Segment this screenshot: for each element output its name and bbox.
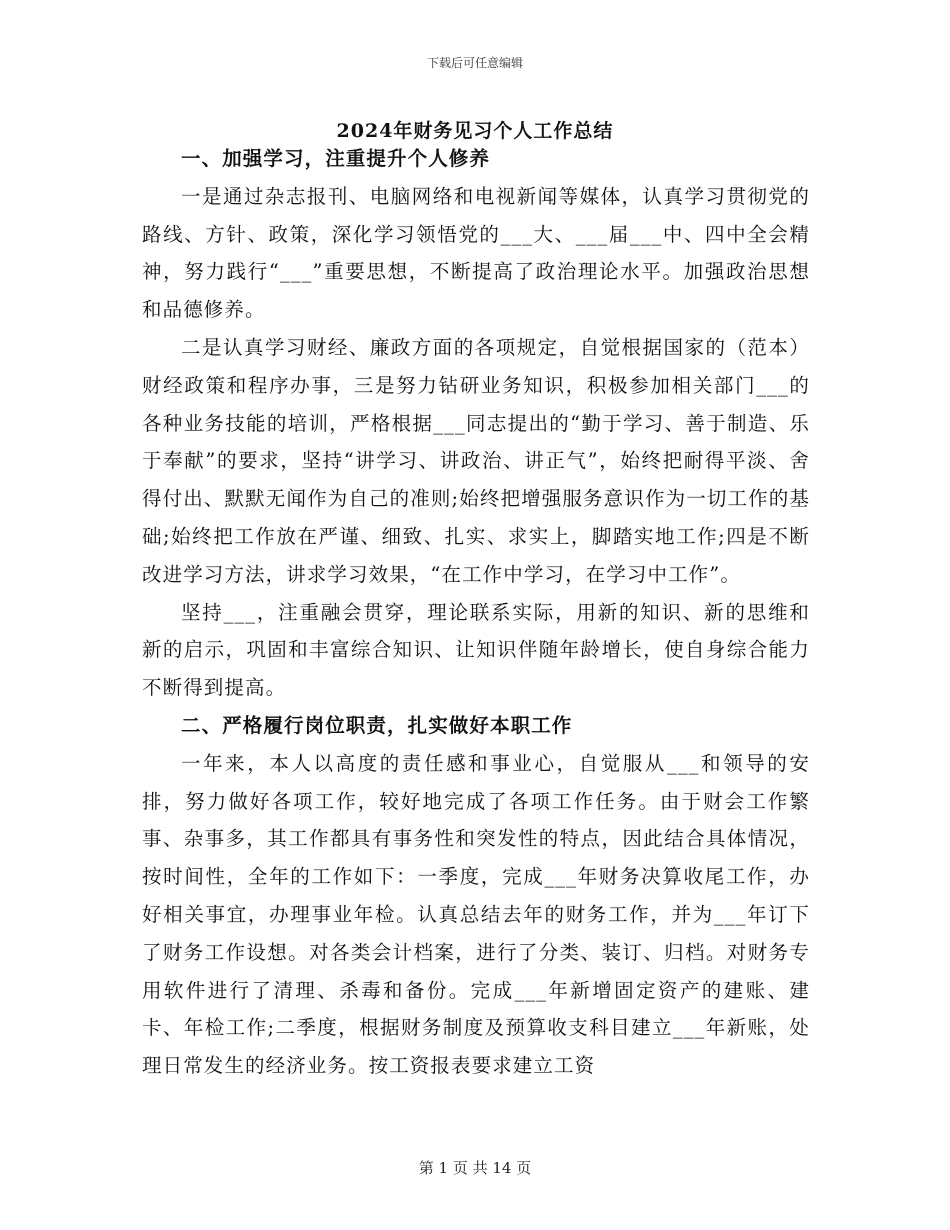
document-title: 2024年财务见习个人工作总结 xyxy=(336,120,614,142)
paragraph: 坚持___，注重融会贯穿，理论联系实际，用新的知识、新的思维和新的启示，巩固和丰富综合知识、让知识伴随年龄增长，使自身综合能力不断得到提高。 xyxy=(142,600,810,700)
section-heading: 二、严格履行岗位职责，扎实做好本职工作 xyxy=(181,713,573,737)
paragraph: 一是通过杂志报刊、电脑网络和电视新闻等媒体，认真学习贯彻党的路线、方针、政策，深化学习领悟党的___大、___届___中、四中全会精神，努力践行“___”重要思想，不断提高了政治理论水平。加强政治思想和品德修养。 xyxy=(142,184,810,322)
paragraph: 一年来，本人以高度的责任感和事业心，自觉服从___和领导的安排，努力做好各项工作，较好地完成了各项工作任务。由于财会工作繁事、杂事多，其工作都具有事务性和突发性的特点，因此结合具体情况，按时间性，全年的工作如下：一季度，完成___年财务决算收尾工作，办好相关事宜，办理事业年检。认真总结去年的财务工作，并为___年订下了财务工作设想。对各类会计档案，进行了分类、装订、归档。对财务专用软件进行了清理、杀毒和备份。完成___年新增固定资产的建账、建卡、年检工作;二季度，根据财务制度及预算收支科目建立___年新账，处理日常发生的经济业务。按工资报表要求建立工资 xyxy=(142,751,810,1078)
document-body xyxy=(142,140,810,1085)
paragraph: 二是认真学习财经、廉政方面的各项规定，自觉根据国家的（范本）财经政策和程序办事，三是努力钻研业务知识，积极参加相关部门___的各种业务技能的培训，严格根据___同志提出的“勤于学习、善于制造、乐于奉献”的要求，坚持“讲学习、讲政治、讲正气”，始终把耐得平淡、舍得付出、默默无闻作为自己的准则;始终把增强服务意识作为一切工作的基础;始终把工作放在严谨、细致、扎实、求实上，脚踏实地工作;四是不断改进学习方法，讲求学习效果，“在工作中学习，在学习中工作”。 xyxy=(142,335,810,586)
header-note: 下载后可任意编辑 xyxy=(426,56,523,70)
page-footer: 第 1 页 共 14 页 xyxy=(418,1159,532,1177)
section-heading: 一、加强学习，注重提升个人修养 xyxy=(181,147,491,170)
